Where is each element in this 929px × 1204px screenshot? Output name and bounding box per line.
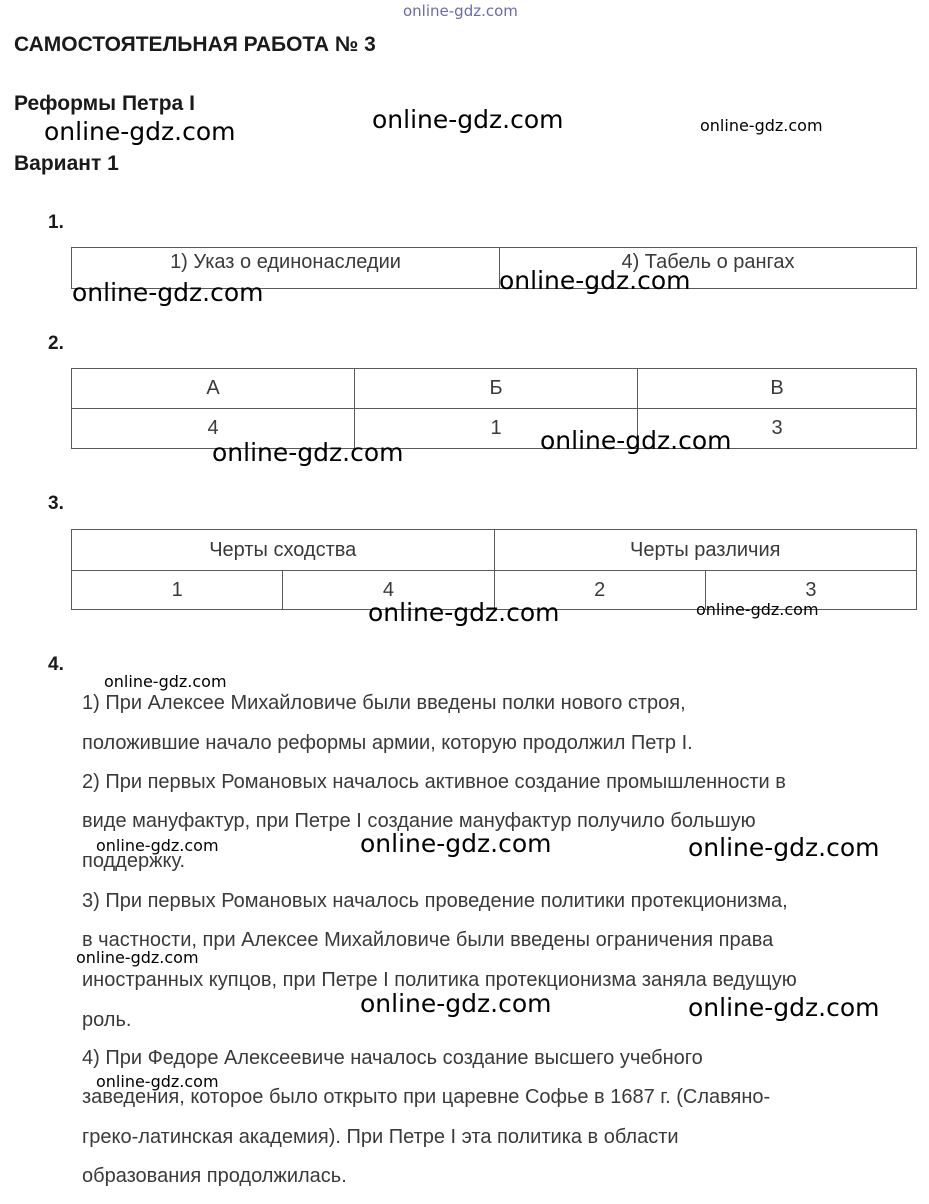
answer-text-line: греко-латинская академия). При Петре I эта политика в области xyxy=(82,1126,679,1148)
answer-text-line: иностранных купцов, при Петре I политика протекционизма заняла ведущую xyxy=(82,969,797,991)
watermark: online-gdz.com xyxy=(212,438,404,467)
watermark: online-gdz.com xyxy=(76,948,199,967)
answer-text-line: в частности, при Алексее Михайловиче были введены ограничения права xyxy=(82,929,774,951)
task-2-header-cell: Б xyxy=(355,369,638,409)
task-3-value-cell: 4 xyxy=(283,571,494,610)
answer-text-line: образования продолжилась. xyxy=(82,1165,347,1187)
answer-text-line: 4) При Федоре Алексеевиче началось создание высшего учебного xyxy=(82,1047,703,1069)
task-3-value-cell: 1 xyxy=(72,571,283,610)
answer-text-line: поддержку. xyxy=(82,850,186,872)
task-3-number: 3. xyxy=(48,493,64,514)
task-2-header-cell: В xyxy=(638,369,917,409)
watermark: online-gdz.com xyxy=(540,426,732,455)
watermark: online-gdz.com xyxy=(44,117,236,146)
watermark: online-gdz.com xyxy=(72,278,264,307)
task-2-value-cell: 3 xyxy=(638,409,917,449)
watermark: online-gdz.com xyxy=(368,598,560,627)
watermark: online-gdz.com xyxy=(104,672,227,691)
task-3-value-cell: 2 xyxy=(494,571,705,610)
watermark: online-gdz.com xyxy=(372,105,564,134)
watermark: online-gdz.com xyxy=(360,989,552,1018)
task-2-header-cell: А xyxy=(72,369,355,409)
watermark: online-gdz.com xyxy=(688,833,880,862)
answer-text-line: виде мануфактур, при Петре I создание мануфактур получило большую xyxy=(82,810,756,832)
topic-heading: Реформы Петра I xyxy=(14,92,195,115)
watermark: online-gdz.com xyxy=(403,2,518,20)
answer-text-line: 1) При Алексее Михайловиче были введены полки нового строя, xyxy=(82,692,686,714)
variant-heading: Вариант 1 xyxy=(14,152,119,175)
watermark: online-gdz.com xyxy=(499,266,691,295)
answer-text-line: положившие начало реформы армии, которую продолжил Петр I. xyxy=(82,732,693,754)
task-3-value-cell: 3 xyxy=(705,571,916,610)
answer-text-line: 2) При первых Романовых началось активное создание промышленности в xyxy=(82,771,786,793)
task-2-number: 2. xyxy=(48,333,64,354)
answer-text-line: 3) При первых Романовых началось проведение политики протекционизма, xyxy=(82,890,788,912)
watermark: online-gdz.com xyxy=(360,829,552,858)
task-4-number: 4. xyxy=(48,654,64,675)
task-3-header-cell: Черты сходства xyxy=(72,530,495,571)
page-title: САМОСТОЯТЕЛЬНАЯ РАБОТА № 3 xyxy=(14,33,376,56)
task-1-cell: 4) Табель о рангах xyxy=(500,248,917,289)
watermark: online-gdz.com xyxy=(700,116,823,135)
watermark: online-gdz.com xyxy=(96,1072,219,1091)
task-3-header-cell: Черты различия xyxy=(494,530,917,571)
task-2-table xyxy=(71,368,917,449)
watermark: online-gdz.com xyxy=(696,600,819,619)
task-2-value-cell: 4 xyxy=(72,409,355,449)
watermark: online-gdz.com xyxy=(96,836,219,855)
task-2-value-cell: 1 xyxy=(355,409,638,449)
answer-text-line: роль. xyxy=(82,1009,132,1031)
answer-text-line: заведения, которое было открыто при царевне Софье в 1687 г. (Славяно- xyxy=(82,1086,771,1108)
task-1-cell: 1) Указ о единонаследии xyxy=(72,248,500,289)
task-1-number: 1. xyxy=(48,212,64,233)
watermark: online-gdz.com xyxy=(688,993,880,1022)
